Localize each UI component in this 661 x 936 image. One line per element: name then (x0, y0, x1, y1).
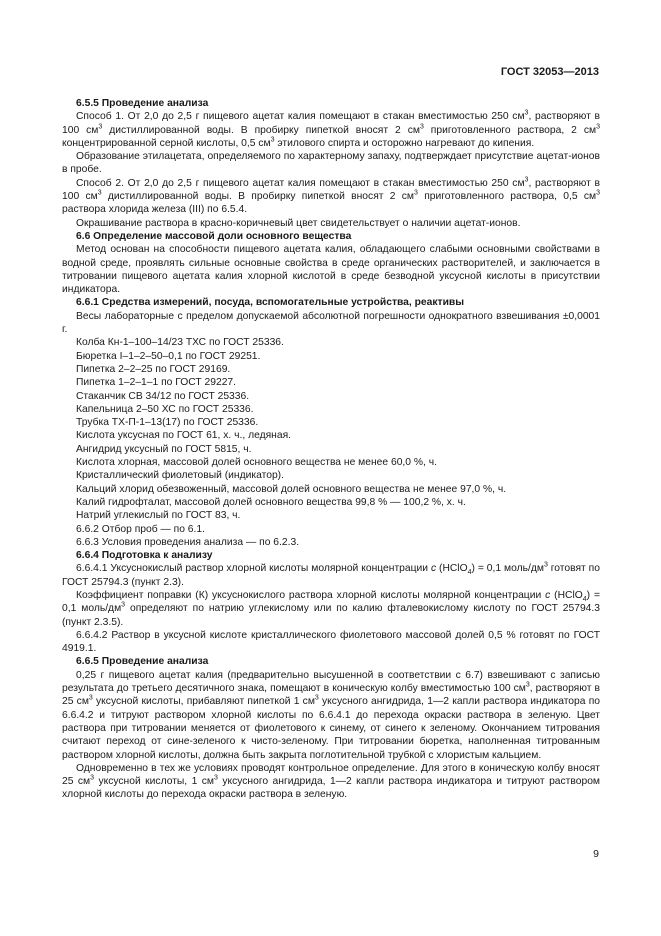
list-item: Бюретка I–1–2–50–0,1 по ГОСТ 29251. (76, 350, 261, 362)
section-heading: 6.6 Определение массовой доли основного вещества (76, 230, 352, 242)
paragraph: 6.6.4.2 Раствор в уксусной кислоте кристаллического фиолетового массовой долей 0,5 % готовят по ГОСТ 4919.1. (62, 629, 600, 655)
list-item: Натрий углекислый по ГОСТ 83, ч. (76, 510, 241, 522)
paragraph: Весы лабораторные с пределом допускаемой абсолютной погрешности однократного взвешивания ±0,0001 г. (62, 310, 600, 336)
paragraph: Окрашивание раствора в красно-коричневый цвет свидетельствует о наличии ацетат-ионов. (76, 217, 521, 229)
paragraph: 0,25 г пищевого ацетат калия (предварительно высушенной в соответствии с 6.7) взвешивают с записью результата до третьего десятичного знака, помещают в коническую колбу вместимостью 100 $см^3$, растворяют в 25 $см^3$ уксусной кислоты, прибавляют пипеткой 1 $см^3$ уксусного ангидрида, 1—2 капли раствора индикатора по 6.6.4.2 и титруют раствором хлорной кислоты по 6.6.4.1 до перехода окраски раствора в зеленую. Цвет раствора при титровании меняется от фиолетового к синему, от синего к зеленому. Окончанием титрования считают переход от сине-зеленого к чисто-зеленому. При титровании бюретка, наполненная титрованным раствором хлорной кислоты, должна быть закрыта поглотительной трубкой с хлористым кальцием. (62, 669, 600, 761)
list-item: Пипетка 2–2–25 по ГОСТ 29169. (76, 363, 231, 375)
paragraph: Образование этилацетата, определяемого по характерному запаху, подтверждает присутствие ацетат-ионов в пробе. (62, 151, 600, 176)
list-item: Кристаллический фиолетовый (индикатор). (76, 470, 284, 482)
list-item: Стаканчик СВ 34/12 по ГОСТ 25336. (76, 390, 250, 402)
paragraph: 6.6.4.1 Уксуснокислый раствор хлорной кислоты молярной концентрации с (HClO$_4$) = 0,1 моль/$дм^3$ готовят по ГОСТ 25794.3 (пункт 2.3). (62, 561, 600, 588)
list-item: Трубка ТХ-П-1–13(17) по ГОСТ 25336. (76, 417, 259, 429)
list-item: Ангидрид уксусный по ГОСТ 5815, ч. (76, 443, 252, 455)
paragraph: Одновременно в тех же условиях проводят контрольное определение. Для этого в коническую колбу вносят 25 $см^3$ уксусной кислоты, 1 $см^3$ уксусного ангидрида, 1—2 капли раствора индикатора и титруют раствором хлорной кислоты до перехода окраски раствора в зеленую. (62, 762, 601, 801)
document-body (62, 97, 600, 802)
list-item: Колба Кн-1–100–14/23 ТХС по ГОСТ 25336. (76, 337, 284, 349)
list-item: Капельница 2–50 ХС по ГОСТ 25336. (76, 403, 254, 415)
list-item: 6.6.2 Отбор проб — по 6.1. (76, 523, 205, 535)
list-item: Кальций хлорид обезвоженный, массовой долей основного вещества не менее 97,0 %, ч. (76, 483, 507, 495)
list-item: Пипетка 1–2–1–1 по ГОСТ 29227. (76, 377, 237, 389)
section-heading: 6.6.4 Подготовка к анализу (76, 550, 213, 562)
list-item: Кислота хлорная, массовой долей основного вещества не менее 60,0 %, ч. (76, 457, 437, 469)
section-heading: 6.6.1 Средства измерений, посуда, вспомогательные устройства, реактивы (76, 297, 465, 309)
list-item: 6.6.3 Условия проведения анализа — по 6.2.3. (76, 536, 300, 548)
section-heading: 6.5.5 Проведение анализа (76, 98, 209, 109)
list-item: Кислота уксусная по ГОСТ 61, х. ч., ледяная. (76, 430, 292, 442)
paragraph: Способ 1. От 2,0 до 2,5 г пищевого ацетат калия помещают в стакан вместимостью 250 $см^3$, растворяют в 100 $см^3$ дистиллированной воды. В пробирку пипеткой вносят 2 $см^3$ приготовленного раствора, 2 $см^3$ концентрированной серной кислоты, 0,5 $см^3$ этилового спирта и осторожно нагревают до кипения. (62, 109, 600, 149)
paragraph: Способ 2. От 2,0 до 2,5 г пищевого ацетат калия помещают в стакан вместимостью 250 $см^3$, растворяют в 100 $см^3$ дистиллированной воды. В пробирку пипеткой вносят 2 $см^3$ приготовленного раствора, 0,5 $см^3$ раствора хлорида железа (III) по 6.5.4. (62, 176, 600, 216)
list-item: Калий гидрофталат, массовой долей основного вещества 99,8 % — 100,2 %, х. ч. (76, 496, 466, 508)
paragraph: Коэффициент поправки (К) уксуснокислого раствора хлорной кислоты молярной концентрации с (HClO$_4$) = 0,1 моль/$дм^3$ определяют по натрию углекислому или по калию фталевокислому кислоту по ГОСТ 25794.3 (пункт 2.3.5). (62, 589, 601, 628)
section-heading: 6.6.5 Проведение анализа (76, 656, 209, 668)
page-number: 9 (593, 848, 599, 860)
document-header: ГОСТ 32053—2013 (500, 66, 599, 78)
paragraph: Метод основан на способности пищевого ацетата калия, обладающего слабыми основными свойствами в водной среде, проявлять сильные основные свойства в среде органических растворителей, и заключается в титровании пищевого ацетата калия хлорной кислотой в среде безводной уксусной кислоты в присутствии индикатора. (62, 244, 600, 296)
